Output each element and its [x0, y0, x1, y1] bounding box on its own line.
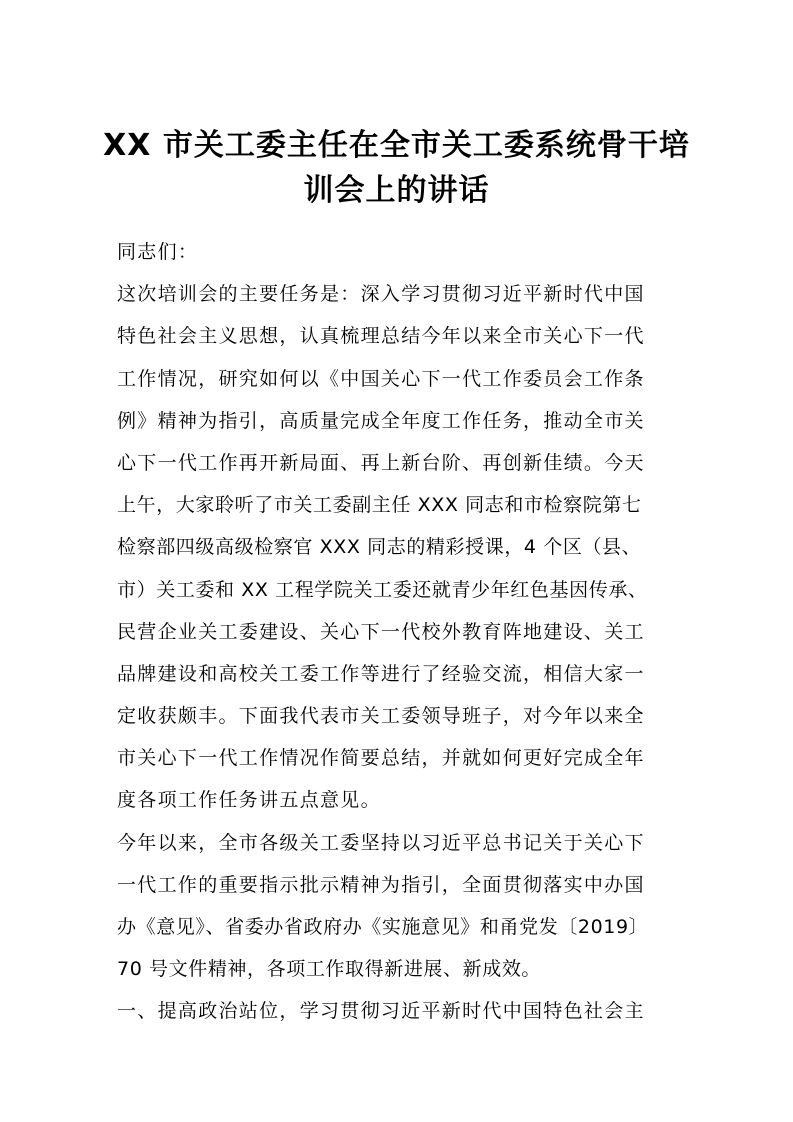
body-line: 工作情况，研究如何以《中国关心下一代工作委员会工作条: [117, 367, 645, 390]
body-line: 70 号文件精神，各项工作取得新进展、新成效。: [117, 958, 542, 981]
document-body: [117, 239, 680, 1041]
body-line: 特色社会主义思想，认真梳理总结今年以来全市关心下一代: [117, 325, 645, 348]
body-line: 例》精神为指引，高质量完成全年度工作任务，推动全市关: [117, 409, 645, 432]
body-line: 今年以来，全市各级关工委坚持以习近平总书记关于关心下: [117, 831, 645, 854]
body-line: 上午，大家聆听了市关工委副主任 XXX 同志和市检察院第七: [117, 494, 642, 517]
body-line: 一代工作的重要指示批示精神为指引，全面贯彻落实中办国: [117, 873, 645, 896]
section-heading-line: 一、提高政治站位，学习贯彻习近平新时代中国特色社会主: [117, 1000, 645, 1023]
body-line: 这次培训会的主要任务是：深入学习贯彻习近平新时代中国: [117, 283, 645, 306]
document-title-line-2: 训会上的讲话: [303, 173, 490, 208]
body-line: 品牌建设和高校关工委工作等进行了经验交流，相信大家一: [117, 662, 645, 685]
body-line: 民营企业关工委建设、关心下一代校外教育阵地建设、关工: [117, 620, 645, 643]
body-line: 市）关工委和 XX 工程学院关工委还就青少年红色基因传承、: [117, 578, 648, 601]
body-line: 定收获颇丰。下面我代表市关工委领导班子，对今年以来全: [117, 705, 645, 728]
body-line: 办《意见》、省委办省政府办《实施意见》和甬党发〔2019〕: [117, 916, 649, 938]
salutation: 同志们：: [117, 241, 199, 263]
document-title-line-1: XX 市关工委主任在全市关工委系统骨干培: [103, 128, 690, 163]
body-line: 市关心下一代工作情况作简要总结，并就如何更好完成全年: [117, 747, 645, 770]
body-line: 心下一代工作再开新局面、再上新台阶、再创新佳绩。今天: [117, 451, 645, 474]
body-line: 检察部四级高级检察官 XXX 同志的精彩授课，4 个区（县、: [117, 536, 642, 559]
body-line: 度各项工作任务讲五点意见。: [117, 789, 381, 812]
